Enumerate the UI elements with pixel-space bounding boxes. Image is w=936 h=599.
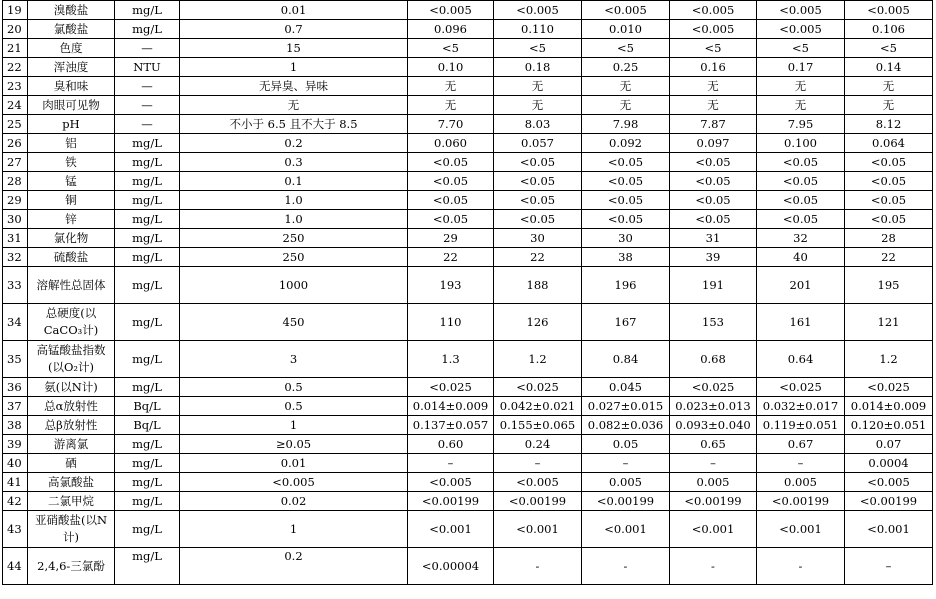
result-cell-6: <0.001 bbox=[845, 511, 933, 548]
result-cell-2: <0.05 bbox=[494, 191, 582, 210]
result-cell-6: 0.07 bbox=[845, 435, 933, 454]
result-cell-2: - bbox=[494, 548, 582, 585]
result-cell-3: 0.045 bbox=[582, 378, 670, 397]
result-cell-1: 无 bbox=[408, 96, 494, 115]
result-cell-2: <5 bbox=[494, 39, 582, 58]
limit-cell: 0.2 bbox=[180, 134, 408, 153]
table-row bbox=[3, 172, 933, 191]
limit-cell: 无异臭、异味 bbox=[180, 77, 408, 96]
row-number-cell: 31 bbox=[3, 229, 28, 248]
result-cell-4: - bbox=[670, 548, 757, 585]
table-row bbox=[3, 229, 933, 248]
unit-cell: mg/L bbox=[115, 153, 180, 172]
result-cell-3: 无 bbox=[582, 77, 670, 96]
result-cell-3: 0.005 bbox=[582, 473, 670, 492]
result-cell-2: 126 bbox=[494, 304, 582, 341]
result-cell-3: – bbox=[582, 454, 670, 473]
limit-cell: 250 bbox=[180, 229, 408, 248]
unit-cell: mg/L bbox=[115, 134, 180, 153]
item-name-cell: 亚硝酸盐(以N计) bbox=[28, 511, 115, 548]
result-cell-6: – bbox=[845, 548, 933, 585]
row-number-cell: 38 bbox=[3, 416, 28, 435]
result-cell-1: 0.10 bbox=[408, 58, 494, 77]
result-cell-3: 0.027±0.015 bbox=[582, 397, 670, 416]
result-cell-1: <0.005 bbox=[408, 473, 494, 492]
result-cell-2: 0.18 bbox=[494, 58, 582, 77]
result-cell-2: – bbox=[494, 454, 582, 473]
unit-cell: mg/L bbox=[115, 267, 180, 304]
result-cell-5: 201 bbox=[757, 267, 845, 304]
limit-cell: 0.3 bbox=[180, 153, 408, 172]
table-row bbox=[3, 1, 933, 20]
result-cell-3: 0.092 bbox=[582, 134, 670, 153]
result-cell-4: 39 bbox=[670, 248, 757, 267]
result-cell-5: 7.95 bbox=[757, 115, 845, 134]
table-row bbox=[3, 454, 933, 473]
item-name-cell: 溴酸盐 bbox=[28, 1, 115, 20]
result-cell-6: 无 bbox=[845, 96, 933, 115]
limit-cell: 0.5 bbox=[180, 378, 408, 397]
item-name-cell: 锰 bbox=[28, 172, 115, 191]
item-name-cell: 铁 bbox=[28, 153, 115, 172]
result-cell-5: <0.05 bbox=[757, 172, 845, 191]
result-cell-2: <0.005 bbox=[494, 473, 582, 492]
result-cell-1: <0.05 bbox=[408, 172, 494, 191]
limit-cell: 0.01 bbox=[180, 454, 408, 473]
result-cell-2: 0.042±0.021 bbox=[494, 397, 582, 416]
limit-cell: <0.005 bbox=[180, 473, 408, 492]
item-name-cell: 硒 bbox=[28, 454, 115, 473]
table-row bbox=[3, 548, 933, 585]
result-cell-4: <0.025 bbox=[670, 378, 757, 397]
item-name-cell: 锌 bbox=[28, 210, 115, 229]
table-row bbox=[3, 96, 933, 115]
limit-cell: 0.7 bbox=[180, 20, 408, 39]
result-cell-2: 30 bbox=[494, 229, 582, 248]
table-row bbox=[3, 511, 933, 548]
table-row bbox=[3, 39, 933, 58]
result-cell-4: <0.005 bbox=[670, 20, 757, 39]
result-cell-3: 7.98 bbox=[582, 115, 670, 134]
item-name-cell: 浑浊度 bbox=[28, 58, 115, 77]
unit-cell: mg/L bbox=[115, 191, 180, 210]
result-cell-1: <0.001 bbox=[408, 511, 494, 548]
result-cell-4: 0.093±0.040 bbox=[670, 416, 757, 435]
unit-cell: NTU bbox=[115, 58, 180, 77]
unit-cell: — bbox=[115, 96, 180, 115]
limit-cell: 1 bbox=[180, 58, 408, 77]
result-cell-1: <0.00004 bbox=[408, 548, 494, 585]
result-cell-5: 40 bbox=[757, 248, 845, 267]
result-cell-3: <0.001 bbox=[582, 511, 670, 548]
result-cell-1: 0.096 bbox=[408, 20, 494, 39]
unit-cell: mg/L bbox=[115, 378, 180, 397]
result-cell-5: 32 bbox=[757, 229, 845, 248]
result-cell-6: <5 bbox=[845, 39, 933, 58]
result-cell-1: 0.60 bbox=[408, 435, 494, 454]
row-number-cell: 34 bbox=[3, 304, 28, 341]
result-cell-4: <0.001 bbox=[670, 511, 757, 548]
result-cell-2: 8.03 bbox=[494, 115, 582, 134]
result-cell-4: 191 bbox=[670, 267, 757, 304]
item-name-cell: 铜 bbox=[28, 191, 115, 210]
result-cell-2: 0.110 bbox=[494, 20, 582, 39]
result-cell-3: <0.00199 bbox=[582, 492, 670, 511]
result-cell-6: 0.0004 bbox=[845, 454, 933, 473]
unit-cell: mg/L bbox=[115, 435, 180, 454]
result-cell-6: <0.05 bbox=[845, 172, 933, 191]
result-cell-6: 195 bbox=[845, 267, 933, 304]
result-cell-3: 0.84 bbox=[582, 341, 670, 378]
limit-cell: 无 bbox=[180, 96, 408, 115]
result-cell-6: 0.120±0.051 bbox=[845, 416, 933, 435]
item-name-cell: 高氯酸盐 bbox=[28, 473, 115, 492]
table-row bbox=[3, 416, 933, 435]
table-row bbox=[3, 210, 933, 229]
result-cell-1: 7.70 bbox=[408, 115, 494, 134]
limit-cell: 1 bbox=[180, 416, 408, 435]
result-cell-4: 0.023±0.013 bbox=[670, 397, 757, 416]
result-cell-5: 无 bbox=[757, 77, 845, 96]
table-row bbox=[3, 435, 933, 454]
result-cell-6: 0.14 bbox=[845, 58, 933, 77]
result-cell-1: 193 bbox=[408, 267, 494, 304]
result-cell-6: 8.12 bbox=[845, 115, 933, 134]
unit-cell: Bq/L bbox=[115, 416, 180, 435]
limit-cell: 0.1 bbox=[180, 172, 408, 191]
result-cell-4: – bbox=[670, 454, 757, 473]
row-number-cell: 32 bbox=[3, 248, 28, 267]
result-cell-3: 0.082±0.036 bbox=[582, 416, 670, 435]
result-cell-6: 无 bbox=[845, 77, 933, 96]
result-cell-2: <0.005 bbox=[494, 1, 582, 20]
item-name-cell: 色度 bbox=[28, 39, 115, 58]
item-name-cell: 臭和味 bbox=[28, 77, 115, 96]
result-cell-2: 1.2 bbox=[494, 341, 582, 378]
result-cell-5: <0.05 bbox=[757, 191, 845, 210]
limit-cell: 450 bbox=[180, 304, 408, 341]
result-cell-1: 110 bbox=[408, 304, 494, 341]
row-number-cell: 20 bbox=[3, 20, 28, 39]
result-cell-6: <0.05 bbox=[845, 153, 933, 172]
result-cell-4: <0.005 bbox=[670, 1, 757, 20]
table-row bbox=[3, 191, 933, 210]
result-cell-3: 196 bbox=[582, 267, 670, 304]
result-cell-5: 0.67 bbox=[757, 435, 845, 454]
unit-cell: mg/L bbox=[115, 548, 180, 585]
result-cell-6: 28 bbox=[845, 229, 933, 248]
result-cell-4: 无 bbox=[670, 77, 757, 96]
result-cell-1: 0.060 bbox=[408, 134, 494, 153]
limit-cell: ≥0.05 bbox=[180, 435, 408, 454]
result-cell-3: <0.05 bbox=[582, 153, 670, 172]
result-cell-5: 0.032±0.017 bbox=[757, 397, 845, 416]
result-cell-6: 0.014±0.009 bbox=[845, 397, 933, 416]
water-quality-table bbox=[2, 0, 933, 585]
result-cell-2: <0.00199 bbox=[494, 492, 582, 511]
table-row bbox=[3, 267, 933, 304]
result-cell-3: <0.05 bbox=[582, 172, 670, 191]
result-cell-1: <0.05 bbox=[408, 210, 494, 229]
item-name-cell: 总β放射性 bbox=[28, 416, 115, 435]
unit-cell: — bbox=[115, 115, 180, 134]
result-cell-6: <0.005 bbox=[845, 473, 933, 492]
unit-cell: — bbox=[115, 39, 180, 58]
row-number-cell: 28 bbox=[3, 172, 28, 191]
item-name-cell: 氨(以N计) bbox=[28, 378, 115, 397]
result-cell-5: 0.119±0.051 bbox=[757, 416, 845, 435]
result-cell-3: 0.010 bbox=[582, 20, 670, 39]
result-cell-4: <0.05 bbox=[670, 153, 757, 172]
result-cell-5: <5 bbox=[757, 39, 845, 58]
result-cell-4: 0.68 bbox=[670, 341, 757, 378]
result-cell-6: <0.005 bbox=[845, 1, 933, 20]
result-cell-6: 0.106 bbox=[845, 20, 933, 39]
result-cell-1: 无 bbox=[408, 77, 494, 96]
result-cell-6: 22 bbox=[845, 248, 933, 267]
result-cell-3: <0.005 bbox=[582, 1, 670, 20]
table-row bbox=[3, 115, 933, 134]
table-row bbox=[3, 341, 933, 378]
result-cell-5: <0.05 bbox=[757, 210, 845, 229]
result-cell-5: <0.005 bbox=[757, 20, 845, 39]
unit-cell: mg/L bbox=[115, 511, 180, 548]
result-cell-3: <0.05 bbox=[582, 191, 670, 210]
result-cell-6: <0.05 bbox=[845, 210, 933, 229]
table-row bbox=[3, 304, 933, 341]
result-cell-3: 0.25 bbox=[582, 58, 670, 77]
row-number-cell: 26 bbox=[3, 134, 28, 153]
result-cell-2: <0.025 bbox=[494, 378, 582, 397]
item-name-cell: 高锰酸盐指数(以O₂计) bbox=[28, 341, 115, 378]
result-cell-6: <0.025 bbox=[845, 378, 933, 397]
result-cell-5: – bbox=[757, 454, 845, 473]
limit-cell: 不小于 6.5 且不大于 8.5 bbox=[180, 115, 408, 134]
item-name-cell: 总α放射性 bbox=[28, 397, 115, 416]
limit-cell: 1.0 bbox=[180, 210, 408, 229]
row-number-cell: 24 bbox=[3, 96, 28, 115]
result-cell-5: 0.64 bbox=[757, 341, 845, 378]
result-cell-3: 38 bbox=[582, 248, 670, 267]
result-cell-5: 无 bbox=[757, 96, 845, 115]
unit-cell: mg/L bbox=[115, 20, 180, 39]
result-cell-1: 1.3 bbox=[408, 341, 494, 378]
result-cell-3: <5 bbox=[582, 39, 670, 58]
result-cell-1: 22 bbox=[408, 248, 494, 267]
result-cell-1: <5 bbox=[408, 39, 494, 58]
table-row bbox=[3, 378, 933, 397]
unit-cell: mg/L bbox=[115, 454, 180, 473]
row-number-cell: 39 bbox=[3, 435, 28, 454]
limit-cell: 1 bbox=[180, 511, 408, 548]
item-name-cell: 硫酸盐 bbox=[28, 248, 115, 267]
result-cell-2: 无 bbox=[494, 77, 582, 96]
table-row bbox=[3, 492, 933, 511]
unit-cell: mg/L bbox=[115, 1, 180, 20]
limit-cell: 0.01 bbox=[180, 1, 408, 20]
limit-cell: 1.0 bbox=[180, 191, 408, 210]
result-cell-5: <0.005 bbox=[757, 1, 845, 20]
item-name-cell: 铝 bbox=[28, 134, 115, 153]
item-name-cell: 2,4,6-三氯酚 bbox=[28, 548, 115, 585]
result-cell-5: 161 bbox=[757, 304, 845, 341]
result-cell-2: <0.05 bbox=[494, 210, 582, 229]
row-number-cell: 33 bbox=[3, 267, 28, 304]
item-name-cell: 氯酸盐 bbox=[28, 20, 115, 39]
item-name-cell: pH bbox=[28, 115, 115, 134]
item-name-cell: 肉眼可见物 bbox=[28, 96, 115, 115]
unit-cell: Bq/L bbox=[115, 397, 180, 416]
unit-cell: mg/L bbox=[115, 248, 180, 267]
item-name-cell: 总硬度(以CaCO₃计) bbox=[28, 304, 115, 341]
result-cell-1: 0.137±0.057 bbox=[408, 416, 494, 435]
unit-cell: mg/L bbox=[115, 473, 180, 492]
result-cell-5: <0.00199 bbox=[757, 492, 845, 511]
result-cell-5: 0.100 bbox=[757, 134, 845, 153]
row-number-cell: 19 bbox=[3, 1, 28, 20]
item-name-cell: 游离氯 bbox=[28, 435, 115, 454]
result-cell-3: 167 bbox=[582, 304, 670, 341]
result-cell-2: <0.05 bbox=[494, 172, 582, 191]
limit-cell: 15 bbox=[180, 39, 408, 58]
result-cell-5: - bbox=[757, 548, 845, 585]
result-cell-2: 0.057 bbox=[494, 134, 582, 153]
result-cell-2: <0.001 bbox=[494, 511, 582, 548]
item-name-cell: 溶解性总固体 bbox=[28, 267, 115, 304]
row-number-cell: 41 bbox=[3, 473, 28, 492]
result-cell-4: 31 bbox=[670, 229, 757, 248]
result-cell-2: 0.155±0.065 bbox=[494, 416, 582, 435]
result-cell-5: 0.005 bbox=[757, 473, 845, 492]
unit-cell: mg/L bbox=[115, 172, 180, 191]
result-cell-2: 无 bbox=[494, 96, 582, 115]
unit-cell: mg/L bbox=[115, 341, 180, 378]
result-cell-1: <0.00199 bbox=[408, 492, 494, 511]
row-number-cell: 36 bbox=[3, 378, 28, 397]
unit-cell: — bbox=[115, 77, 180, 96]
result-cell-4: <0.00199 bbox=[670, 492, 757, 511]
row-number-cell: 43 bbox=[3, 511, 28, 548]
table-row bbox=[3, 134, 933, 153]
result-cell-3: <0.05 bbox=[582, 210, 670, 229]
result-cell-3: 无 bbox=[582, 96, 670, 115]
row-number-cell: 27 bbox=[3, 153, 28, 172]
table-row bbox=[3, 58, 933, 77]
table-row bbox=[3, 473, 933, 492]
limit-cell: 250 bbox=[180, 248, 408, 267]
result-cell-4: 7.87 bbox=[670, 115, 757, 134]
limit-cell: 1000 bbox=[180, 267, 408, 304]
result-cell-5: <0.025 bbox=[757, 378, 845, 397]
result-cell-6: 1.2 bbox=[845, 341, 933, 378]
result-cell-6: <0.05 bbox=[845, 191, 933, 210]
unit-cell: mg/L bbox=[115, 304, 180, 341]
result-cell-1: 0.014±0.009 bbox=[408, 397, 494, 416]
limit-cell: 0.5 bbox=[180, 397, 408, 416]
result-cell-6: 0.064 bbox=[845, 134, 933, 153]
row-number-cell: 23 bbox=[3, 77, 28, 96]
result-cell-4: 153 bbox=[670, 304, 757, 341]
result-cell-3: 30 bbox=[582, 229, 670, 248]
limit-cell: 0.2 bbox=[180, 548, 408, 585]
row-number-cell: 37 bbox=[3, 397, 28, 416]
result-cell-2: 22 bbox=[494, 248, 582, 267]
result-cell-4: <5 bbox=[670, 39, 757, 58]
result-cell-5: 0.17 bbox=[757, 58, 845, 77]
item-name-cell: 二氯甲烷 bbox=[28, 492, 115, 511]
result-cell-1: <0.05 bbox=[408, 153, 494, 172]
item-name-cell: 氯化物 bbox=[28, 229, 115, 248]
row-number-cell: 40 bbox=[3, 454, 28, 473]
result-cell-6: 121 bbox=[845, 304, 933, 341]
row-number-cell: 44 bbox=[3, 548, 28, 585]
result-cell-1: <0.025 bbox=[408, 378, 494, 397]
result-cell-6: <0.00199 bbox=[845, 492, 933, 511]
result-cell-3: 0.05 bbox=[582, 435, 670, 454]
result-cell-4: 0.005 bbox=[670, 473, 757, 492]
result-cell-4: <0.05 bbox=[670, 191, 757, 210]
row-number-cell: 30 bbox=[3, 210, 28, 229]
result-cell-4: 0.097 bbox=[670, 134, 757, 153]
result-cell-4: <0.05 bbox=[670, 210, 757, 229]
row-number-cell: 22 bbox=[3, 58, 28, 77]
row-number-cell: 21 bbox=[3, 39, 28, 58]
result-cell-2: 188 bbox=[494, 267, 582, 304]
result-cell-5: <0.001 bbox=[757, 511, 845, 548]
table-row bbox=[3, 77, 933, 96]
unit-cell: mg/L bbox=[115, 210, 180, 229]
result-cell-2: <0.05 bbox=[494, 153, 582, 172]
result-cell-1: <0.05 bbox=[408, 191, 494, 210]
row-number-cell: 35 bbox=[3, 341, 28, 378]
table-row bbox=[3, 20, 933, 39]
result-cell-1: 29 bbox=[408, 229, 494, 248]
table-row bbox=[3, 248, 933, 267]
result-cell-4: 无 bbox=[670, 96, 757, 115]
row-number-cell: 29 bbox=[3, 191, 28, 210]
table-row bbox=[3, 153, 933, 172]
row-number-cell: 42 bbox=[3, 492, 28, 511]
result-cell-2: 0.24 bbox=[494, 435, 582, 454]
row-number-cell: 25 bbox=[3, 115, 28, 134]
result-cell-4: 0.65 bbox=[670, 435, 757, 454]
limit-cell: 3 bbox=[180, 341, 408, 378]
result-cell-4: <0.05 bbox=[670, 172, 757, 191]
unit-cell: mg/L bbox=[115, 229, 180, 248]
unit-cell: mg/L bbox=[115, 492, 180, 511]
result-cell-4: 0.16 bbox=[670, 58, 757, 77]
limit-cell: 0.02 bbox=[180, 492, 408, 511]
result-cell-1: <0.005 bbox=[408, 1, 494, 20]
result-cell-5: <0.05 bbox=[757, 153, 845, 172]
result-cell-1: – bbox=[408, 454, 494, 473]
table-row bbox=[3, 397, 933, 416]
result-cell-3: - bbox=[582, 548, 670, 585]
